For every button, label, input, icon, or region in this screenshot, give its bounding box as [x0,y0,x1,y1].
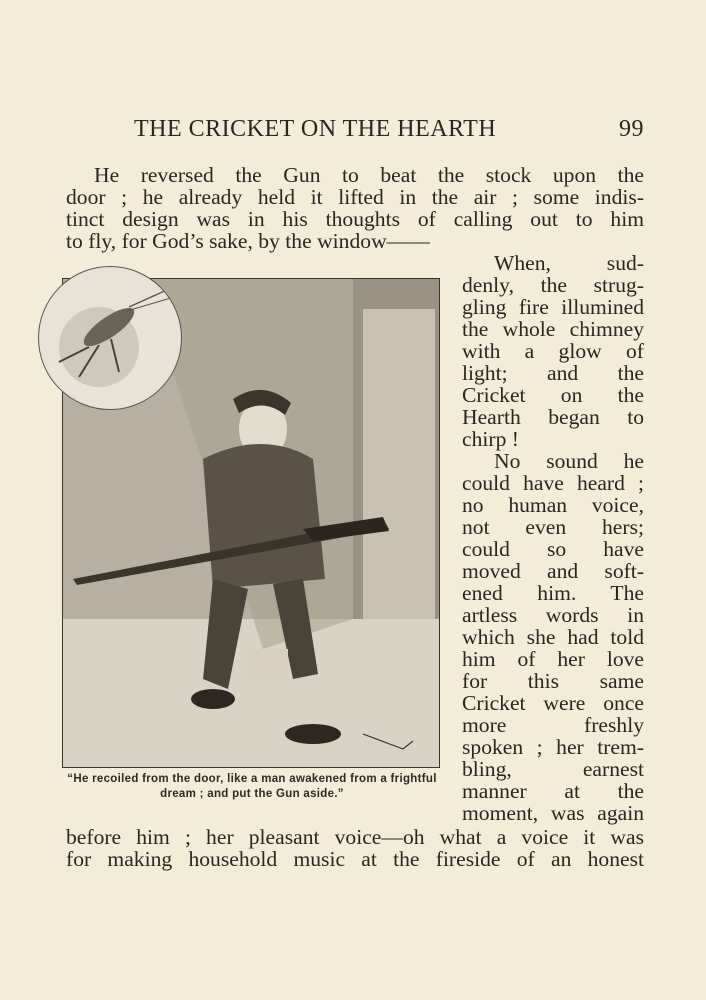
text-line: before him ; her pleasant voice—oh what a voice it was [66,825,644,849]
column-line: moment, was again [462,801,644,825]
column-line: light; and the [462,361,644,385]
page-number: 99 [619,116,644,142]
text-line: to fly, for God’s sake, by the window—— [66,229,430,253]
column-line: artless words in [462,603,644,627]
column-line: no human voice, [462,493,644,517]
column-line: for this same [462,669,644,693]
column-line: spoken ; her trem- [462,735,644,759]
column-line: more freshly [462,713,644,737]
column-line: manner at the [462,779,644,803]
illustration-caption: “He recoiled from the door, like a man awakened from a frightful dream ; and put the Gun aside.” [67,773,437,800]
column-line: No sound he [494,449,644,473]
column-line: with a glow of [462,339,644,363]
column-line: not even hers; [462,515,644,539]
column-line: chirp ! [462,427,519,451]
column-line: When, sud- [494,251,644,275]
column-line: him of her love [462,647,644,671]
column-line: Hearth began to [462,405,644,429]
column-line: could have heard ; [462,471,644,495]
column-line: could so have [462,537,644,561]
running-head [134,116,646,146]
column-line: which she had told [462,625,644,649]
column-line: denly, the strug- [462,273,644,297]
text-line: for making household music at the fireside of an honest [66,847,644,871]
column-line: gling fire illumined [462,295,644,319]
cricket-drawing [39,267,181,409]
column-line: moved and soft- [462,559,644,583]
column-line: bling, earnest [462,757,644,781]
cricket-vignette [38,266,182,410]
text-line: He reversed the Gun to beat the stock upon the [94,163,644,187]
text-line: door ; he already held it lifted in the air ; some indis- [66,185,644,209]
column-line: ened him. The [462,581,644,605]
column-line: the whole chimney [462,317,644,341]
column-line: Cricket were once [462,691,644,715]
running-head-title: THE CRICKET ON THE HEARTH [134,116,497,142]
column-line: Cricket on the [462,383,644,407]
text-line: tinct design was in his thoughts of calling out to him [66,207,644,231]
